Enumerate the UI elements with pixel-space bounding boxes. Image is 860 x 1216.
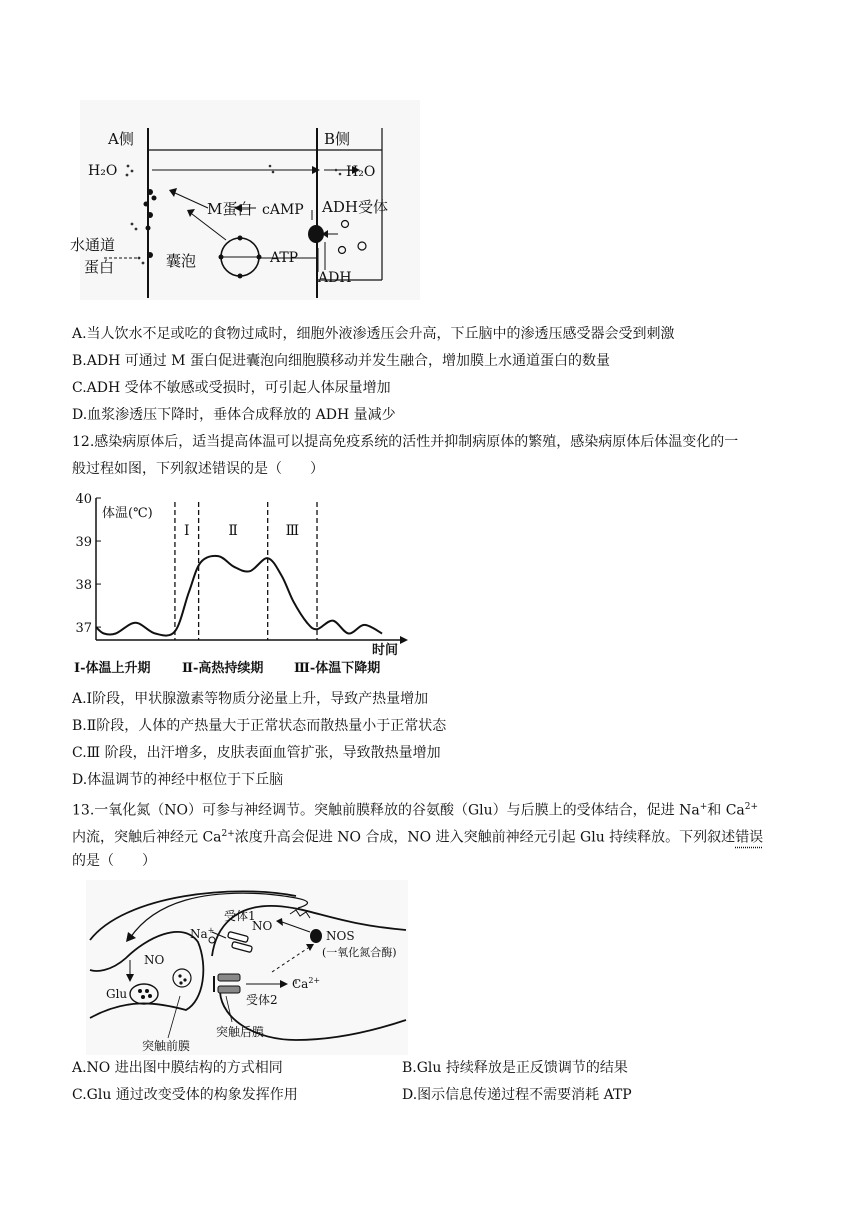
na-label: Na+ — [190, 926, 215, 941]
q13-stem-line-3: 的是（ ） — [72, 853, 156, 869]
a-side-label: A侧 — [108, 130, 134, 148]
water-channel-label-2: 蛋白 — [84, 258, 115, 276]
q12-option-b: B.Ⅱ阶段，人体的产热量大于正常状态而散热量小于正常状态 — [72, 718, 447, 734]
stage-label: Ⅲ — [285, 523, 300, 539]
body-temperature-chart — [72, 490, 422, 682]
y-tick-label: 38 — [75, 578, 92, 594]
water-channel-label-1: 水通道 — [70, 236, 116, 254]
q13-stem-line-1: 13.一氧化氮（NO）可参与神经调节。突触前膜释放的谷氨酸（Glu）与后膜上的受体结合，促进 Na+和 $Ca^{2+}$ — [72, 802, 759, 819]
y-tick-label: 37 — [75, 621, 92, 637]
nos-label: NOS — [326, 929, 355, 943]
q13-option-b: B.Glu 持续释放是正反馈调节的结果 — [402, 1060, 628, 1076]
b-side-label: B侧 — [324, 130, 351, 148]
stage-label: Ⅱ — [228, 523, 238, 539]
nos-icon — [310, 929, 322, 943]
nos-note-label: (一氧化氮合酶) — [322, 946, 397, 959]
h2o-right-label: H₂O — [346, 164, 376, 180]
no-left-label: NO — [144, 953, 165, 967]
atp-label: ATP — [270, 250, 299, 266]
y-tick-label: 39 — [75, 535, 92, 551]
legend-entry: Ⅱ-高热持续期 — [182, 661, 264, 676]
x-axis-label: 时间 — [372, 643, 399, 658]
y-tick-label: 40 — [75, 492, 92, 507]
glu-label: Glu — [106, 987, 128, 1001]
h2o-left-label: H₂O — [88, 163, 118, 179]
no-right-label: NO — [252, 919, 273, 933]
y-axis-label: 体温(℃) — [102, 506, 153, 521]
q13-option-c: C.Glu 通过改变受体的构象发挥作用 — [72, 1087, 298, 1103]
receptor-1-label: 受体1 — [224, 909, 256, 923]
q12-option-c: C.Ⅲ 阶段，出汗增多，皮肤表面血管扩张，导致散热量增加 — [72, 745, 441, 761]
camp-label: cAMP — [262, 202, 304, 218]
legend-entry: Ⅰ-体温上升期 — [74, 661, 151, 676]
q12-option-d: D.体温调节的神经中枢位于下丘脑 — [72, 772, 284, 788]
stage-label: Ⅰ — [184, 523, 190, 539]
postsynaptic-membrane-label: 突触后膜 — [216, 1025, 265, 1039]
synapse-figure — [86, 880, 408, 1055]
q11-option-d: D.血浆渗透压下降时，垂体合成释放的 ADH 量减少 — [72, 407, 396, 423]
q11-option-a: A.当人饮水不足或吃的食物过咸时，细胞外液渗透压会升高，下丘脑中的渗透压感受器会受到刺激 — [72, 326, 675, 342]
presynaptic-membrane-label: 突触前膜 — [142, 1039, 191, 1053]
q12-option-a: A.Ⅰ阶段，甲状腺激素等物质分泌量上升，导致产热量增加 — [72, 691, 429, 707]
q11-option-c: C.ADH 受体不敏感或受损时，可引起人体尿量增加 — [72, 380, 391, 396]
vesicle-label: 囊泡 — [166, 252, 197, 270]
q12-stem-line-2: 般过程如图，下列叙述错误的是（ ） — [72, 461, 324, 477]
q11-option-b: B.ADH 可通过 M 蛋白促进囊泡向细胞膜移动并发生融合，增加膜上水通道蛋白的数量 — [72, 353, 610, 369]
q12-stem-line-1: 12.感染病原体后，适当提高体温可以提高免疫系统的活性并抑制病原体的繁殖，感染病原体后体温变化的一 — [72, 434, 739, 450]
receptor-2-label: 受体2 — [246, 993, 278, 1007]
adh-receptor-label: ADH受体 — [322, 198, 388, 216]
q13-option-a: A.NO 进出图中膜结构的方式相同 — [72, 1060, 283, 1076]
m-protein-label: M蛋白 — [207, 200, 253, 218]
q13-stem-line-2: 内流，突触后神经元 $Ca^{2+}$浓度升高会促进 NO 合成，NO 进入突触前神经元引起 Glu 持续释放。下列叙述错误 — [72, 829, 764, 846]
q11-figure — [70, 100, 420, 300]
legend-entry: Ⅲ-体温下降期 — [294, 661, 381, 676]
adh-receptor-icon — [308, 225, 324, 243]
q13-option-d: D.图示信息传递过程不需要消耗 ATP — [402, 1087, 632, 1103]
adh-label: ADH — [318, 270, 352, 286]
emphasis-word: 错误 — [735, 829, 764, 846]
ca-label: $Ca^{2+}$ — [292, 976, 321, 991]
